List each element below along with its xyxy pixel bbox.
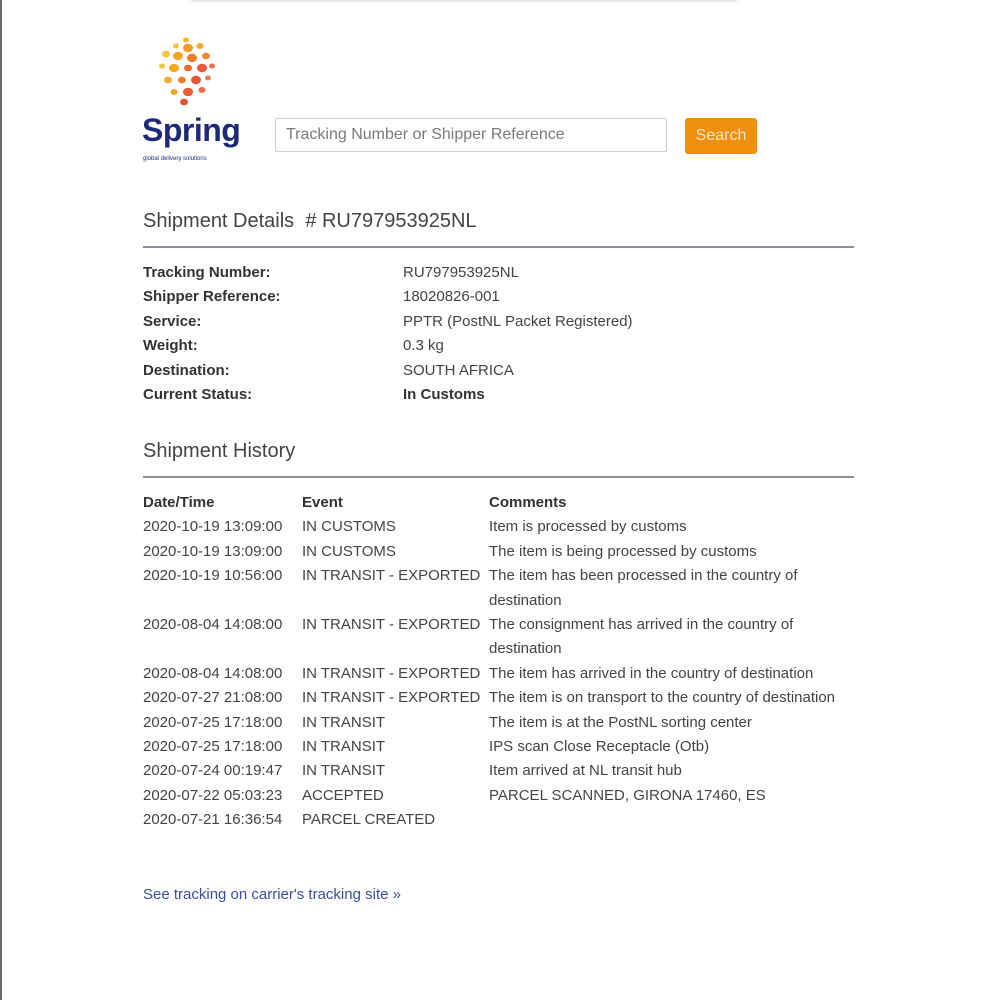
history-datetime: 2020-07-21 16:36:54 [143,811,283,829]
history-event: IN TRANSIT - EXPORTED [302,664,481,682]
history-row [143,662,854,686]
history-datetime: 2020-07-24 00:19:47 [143,762,283,780]
logo-dot [173,52,183,61]
detail-label: Tracking Number: [143,264,271,281]
history-event: IN TRANSIT [302,713,386,731]
history-comment: Item is processed by customs [489,518,687,536]
detail-label: Current Status: [143,386,253,404]
history-datetime: 2020-07-25 17:18:00 [143,713,283,731]
shipment-history-table [143,491,854,833]
history-row [143,759,854,783]
history-row [143,564,854,613]
history-datetime: 2020-10-19 13:09:00 [143,518,283,536]
shipment-details-title: Shipment Details [143,210,295,232]
history-comment: The item has arrived in the country of destination [489,664,814,682]
search-button[interactable]: Search [685,118,757,154]
detail-row [143,334,633,358]
logo-dots-icon [150,36,220,106]
column-header: Comments [489,494,567,511]
logo-dot [178,77,186,84]
detail-row [143,310,633,334]
history-row [143,613,854,662]
history-comment: The item has been processed in the country of destination [489,567,798,609]
history-datetime: 2020-10-19 10:56:00 [143,567,283,585]
history-comment: PARCEL SCANNED, GIRONA 17460, ES [489,786,766,804]
logo-tagline: global delivery solutions [143,156,207,162]
detail-value: 18020826-001 [403,288,500,306]
logo-dot [169,64,179,73]
logo-dot [197,43,204,49]
carrier-tracking-link[interactable]: See tracking on carrier's tracking site » [143,886,401,903]
tracking-search-input[interactable] [275,118,667,152]
detail-label: Weight: [143,337,198,355]
history-header-row [143,491,854,515]
logo-dot [173,43,179,48]
history-comment: Item arrived at NL transit hub [489,762,682,780]
details-divider [143,246,854,248]
history-datetime: 2020-08-04 14:08:00 [143,616,283,634]
logo-dot [202,53,210,60]
history-row [143,540,854,564]
shipment-history-title: Shipment History [143,440,296,462]
history-comment: The item is on transport to the country of destination [489,689,836,707]
detail-row [143,383,633,407]
column-header: Event [302,494,343,511]
shipment-number: # RU797953925NL [305,210,477,232]
history-divider [143,476,854,478]
logo-dot [183,44,193,53]
history-comment: The item is being processed by customs [489,542,757,560]
detail-value: RU797953925NL [403,264,519,281]
history-datetime: 2020-07-22 05:03:23 [143,786,283,804]
logo-dot [199,87,206,93]
history-row [143,735,854,759]
history-datetime: 2020-07-25 17:18:00 [143,738,283,756]
logo-dot [162,51,170,58]
detail-label: Destination: [143,361,230,379]
history-row [143,686,854,710]
history-event: IN TRANSIT [302,762,386,780]
logo-dot [205,75,211,80]
detail-row [143,285,633,309]
logo-dot [191,76,201,85]
history-row [143,808,854,832]
detail-value: SOUTH AFRICA [403,361,514,379]
history-event: ACCEPTED [302,786,384,804]
logo-dot [209,63,215,68]
status-value: In Customs [403,386,485,404]
detail-row [143,261,633,285]
detail-label: Shipper Reference: [143,288,281,306]
window-left-border [0,0,2,1000]
logo-dot [159,63,165,68]
logo-dot [164,77,172,84]
history-event: IN TRANSIT [302,738,386,756]
logo-dot [180,99,188,106]
logo-wordmark: Spring [142,112,241,148]
history-event: IN TRANSIT - EXPORTED [302,616,481,634]
logo-dot [184,65,192,72]
history-event: PARCEL CREATED [302,811,436,829]
history-datetime: 2020-10-19 13:09:00 [143,542,283,560]
history-row [143,711,854,735]
logo-dot [171,89,178,95]
logo-dot [197,64,207,73]
detail-value: PPTR (PostNL Packet Registered) [403,312,633,330]
history-event: IN TRANSIT - EXPORTED [302,689,481,707]
detail-row [143,359,633,383]
history-event: IN CUSTOMS [302,518,396,536]
logo-dot [187,54,197,63]
history-datetime: 2020-07-27 21:08:00 [143,689,283,707]
history-comment: The consignment has arrived in the country of destination [489,616,794,658]
history-comment: The item is at the PostNL sorting center [489,713,752,731]
history-comment [489,808,854,832]
history-row [143,515,854,539]
history-event: IN CUSTOMS [302,542,396,560]
logo-dot [183,37,189,42]
spring-logo[interactable] [142,36,241,171]
shipment-details-heading [143,210,477,233]
detail-value: 0.3 kg [403,337,444,355]
detail-label: Service: [143,312,202,330]
column-header: Date/Time [143,494,215,511]
shipment-details-list [143,261,633,407]
history-event: IN TRANSIT - EXPORTED [302,567,481,585]
logo-dot [183,88,193,97]
history-comment: IPS scan Close Receptacle (Otb) [489,738,710,756]
history-row [143,784,854,808]
history-datetime: 2020-08-04 14:08:00 [143,664,283,682]
